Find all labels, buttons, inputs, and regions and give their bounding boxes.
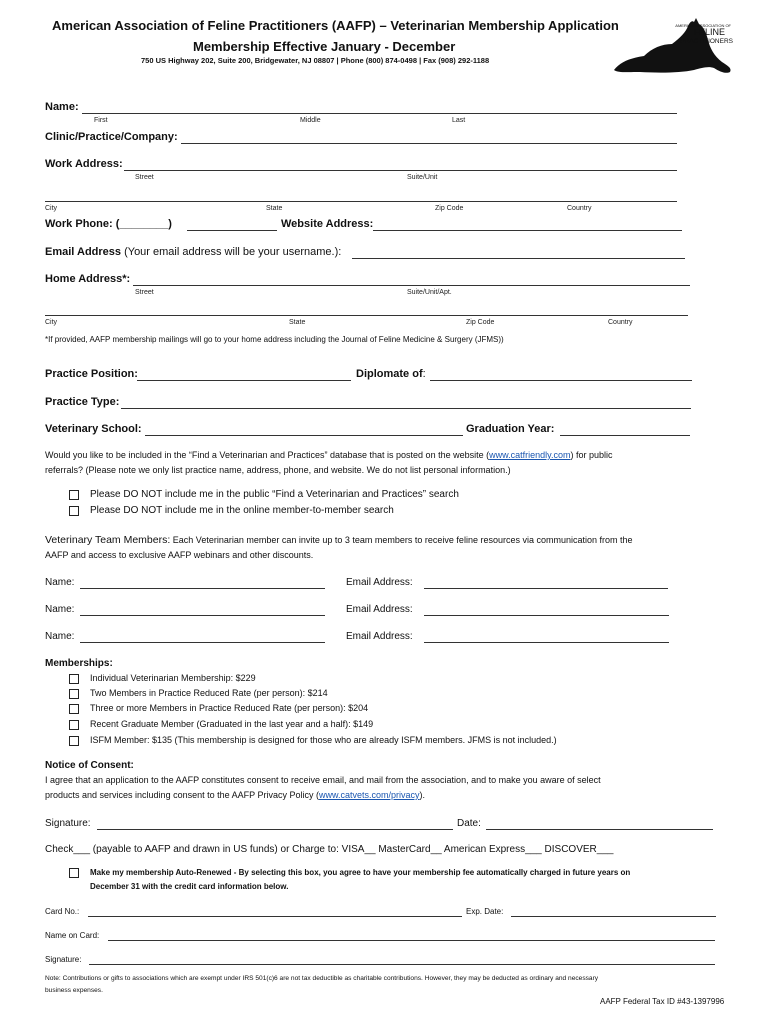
vet-school-input-line[interactable] [145, 435, 463, 436]
consent-line-1: I agree that an application to the AAFP constitutes consent to receive email, and mail from the association, and to make you aware of select [45, 775, 601, 785]
email-label-wrap [45, 246, 341, 258]
home-address-input-line[interactable] [133, 285, 690, 286]
membership-option-checkbox[interactable] [69, 704, 79, 714]
name-on-card-input-line[interactable] [108, 940, 715, 941]
website-input-line[interactable] [373, 230, 682, 231]
middle-caption: Middle [300, 117, 321, 124]
directory-question-part-2: ) for public [570, 450, 613, 460]
team-desc-1: Each Veterinarian member can invite up to 3 team members to receive feline resources via communication from the [172, 535, 633, 545]
auto-renew-line-1: Make my membership Auto-Renewed - By selecting this box, you agree to have your membership fee automatically charged in future years on [90, 868, 631, 877]
card-signature-input-line[interactable] [89, 964, 715, 965]
practice-position-label: Practice Position: [45, 368, 138, 380]
consent-line-2-part-2: ). [419, 790, 425, 800]
home-city-caption: City [45, 319, 58, 326]
aafp-logo [610, 10, 735, 76]
home-country-caption: Country [608, 319, 633, 326]
work-phone-label: Work Phone: (________) [45, 218, 172, 230]
team-email-input-3[interactable] [424, 642, 669, 643]
name-label: Name: [45, 101, 79, 113]
practice-position-input-line[interactable] [137, 380, 351, 381]
team-email-input-2[interactable] [424, 615, 669, 616]
logo-small-text: AMERICAN ASSOCIATION OF [675, 23, 731, 28]
clinic-label: Clinic/Practice/Company: [45, 131, 178, 143]
date-label: Date: [457, 818, 481, 829]
membership-option-label: Individual Veterinarian Membership: $229 [90, 673, 256, 683]
payment-method-line[interactable]: Check___ (payable to AAFP and drawn in US funds) or Charge to: VISA__ MasterCard__ American Express___ DISCOVER___ [45, 844, 614, 855]
last-caption: Last [452, 117, 466, 124]
work-address-input-line[interactable] [124, 170, 677, 171]
email-label: Email Address [45, 246, 122, 258]
website-label: Website Address: [281, 218, 374, 230]
directory-question-part-1: Would you like to be included in the “Find a Veterinarian and Practices” database that is posted on the website ( [45, 450, 490, 460]
home-zip-caption: Zip Code [466, 319, 495, 326]
card-number-label: Card No.: [45, 907, 80, 916]
practice-type-label: Practice Type: [45, 396, 120, 408]
team-name-input-3[interactable] [80, 642, 325, 643]
form-subtitle: Membership Effective January - December [193, 39, 456, 54]
opt-out-public-search-checkbox[interactable] [69, 490, 79, 500]
exp-date-input-line[interactable] [511, 916, 716, 917]
home-suite-caption: Suite/Unit/Apt. [407, 289, 452, 296]
team-email-input-1[interactable] [424, 588, 668, 589]
team-email-label-3: Email Address: [346, 631, 413, 642]
work-country-caption: Country [567, 205, 592, 212]
team-name-label-2: Name: [45, 604, 75, 615]
signature-label: Signature: [45, 818, 91, 829]
membership-option-label: Recent Graduate Member (Graduated in the last year and a half): $149 [90, 719, 374, 729]
home-street-caption: Street [135, 289, 154, 296]
team-name-label-3: Name: [45, 631, 75, 642]
name-on-card-label: Name on Card: [45, 931, 100, 940]
home-city-input-line[interactable] [45, 315, 688, 316]
directory-question-line-1 [45, 450, 613, 460]
work-street-caption: Street [135, 174, 154, 181]
home-state-caption: State [289, 319, 306, 326]
team-name-input-2[interactable] [80, 615, 325, 616]
consent-heading: Notice of Consent: [45, 760, 134, 771]
membership-option-label: Two Members in Practice Reduced Rate (per person): $214 [90, 688, 328, 698]
work-phone-input-line[interactable] [187, 230, 277, 231]
signature-input-line[interactable] [97, 829, 453, 830]
membership-option-checkbox[interactable] [69, 736, 79, 746]
auto-renew-line-2: December 31 with the credit card information below. [90, 882, 289, 891]
logo-line-1: FELINE [693, 27, 725, 37]
card-number-input-line[interactable] [88, 916, 462, 917]
auto-renew-checkbox[interactable] [69, 868, 79, 878]
tax-id: AAFP Federal Tax ID #43-1397996 [600, 997, 725, 1006]
form-title: American Association of Feline Practitioners (AAFP) – Veterinarian Membership Application [52, 18, 619, 33]
contact-info: 750 US Highway 202, Suite 200, Bridgewater, NJ 08807 | Phone (800) 874-0498 | Fax (908) 292-1188 [141, 56, 490, 65]
opt-out-public-search-label: Please DO NOT include me in the public “Find a Veterinarian and Practices” search [90, 489, 459, 500]
vet-school-label: Veterinary School: [45, 423, 142, 435]
work-address-label: Work Address: [45, 158, 123, 170]
opt-out-member-search-label: Please DO NOT include me in the online member-to-member search [90, 505, 394, 516]
email-note: (Your email address will be your username.): [124, 246, 342, 258]
home-address-label: Home Address*: [45, 273, 131, 285]
logo-line-2: PRACTITIONERS [680, 38, 733, 45]
team-email-label-1: Email Address: [346, 577, 413, 588]
first-caption: First [94, 117, 108, 124]
diplomate-input-line[interactable] [430, 380, 692, 381]
privacy-policy-link[interactable]: www.catvets.com/privacy [318, 790, 420, 800]
team-name-input-1[interactable] [80, 588, 325, 589]
work-suite-caption: Suite/Unit [407, 174, 438, 181]
tax-note-line-1: Note: Contributions or gifts to associations which are exempt under IRS 501(c)6 are not tax deductible as charitable contributions. However, they may be deducted as ordinary and necessary [45, 975, 599, 982]
membership-option-checkbox[interactable] [69, 720, 79, 730]
grad-year-input-line[interactable] [560, 435, 690, 436]
date-input-line[interactable] [486, 829, 713, 830]
work-zip-caption: Zip Code [435, 205, 464, 212]
name-input-line[interactable] [82, 113, 677, 114]
directory-question-line-2: referrals? (Please note we only list practice name, address, phone, and website. We do not list personal information.) [45, 465, 511, 475]
consent-line-2 [45, 790, 425, 800]
membership-option-label: Three or more Members in Practice Reduced Rate (per person): $204 [90, 703, 369, 713]
memberships-heading: Memberships: [45, 658, 113, 669]
consent-line-2-part-1: products and services including consent to the AAFP Privacy Policy ( [45, 790, 319, 800]
work-city-caption: City [45, 205, 58, 212]
practice-type-input-line[interactable] [121, 408, 691, 409]
team-email-label-2: Email Address: [346, 604, 413, 615]
catfriendly-link[interactable]: www.catfriendly.com [489, 450, 571, 460]
diplomate-label: Diplomate of [356, 368, 423, 380]
work-city-input-line[interactable] [45, 201, 677, 202]
opt-out-member-search-checkbox[interactable] [69, 506, 79, 516]
tax-note-line-2: business expenses. [45, 987, 103, 994]
clinic-input-line[interactable] [181, 143, 677, 144]
team-desc-line-2: AAFP and access to exclusive AAFP webinars and other discounts. [45, 550, 314, 560]
diplomate-label-wrap: Diplomate of: [356, 368, 426, 380]
team-desc-line-1 [45, 534, 633, 546]
team-name-label-1: Name: [45, 577, 75, 588]
team-heading: Veterinary Team Members: [45, 534, 171, 546]
home-address-note: *If provided, AAFP membership mailings will go to your home address including the Journal of Feline Medicine & Surgery (JFMS)) [45, 335, 504, 344]
work-state-caption: State [266, 205, 283, 212]
grad-year-label: Graduation Year: [466, 423, 555, 435]
email-input-line[interactable] [352, 258, 685, 259]
card-signature-label: Signature: [45, 955, 82, 964]
membership-option-checkbox[interactable] [69, 674, 79, 684]
membership-option-checkbox[interactable] [69, 689, 79, 699]
exp-date-label: Exp. Date: [466, 907, 504, 916]
membership-option-label: ISFM Member: $135 (This membership is designed for those who are already ISFM members. JFMS is not included.) [90, 735, 557, 745]
